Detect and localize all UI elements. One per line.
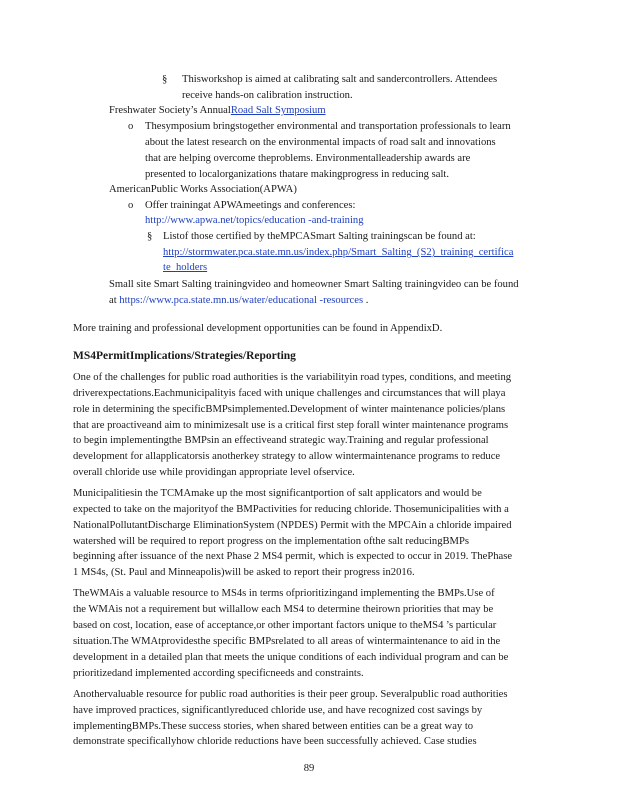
paragraph-line: to begin implementingthe BMPsin an effectiveand strategic way.Training and regular professional	[73, 435, 489, 446]
apwa-offer-text: Offer trainingat APWAmeetings and conferences:	[145, 200, 356, 211]
paragraph-line: have improved practices, significantlyreduced chloride use, and have recognized cost savings by	[73, 705, 483, 716]
section-heading: MS4PermitImplications/Strategies/Reporting	[73, 350, 296, 362]
paragraph-line: development in a detailed plan that meets the unique conditions of each individual program and can be	[73, 652, 509, 663]
educational-resources-link[interactable]: https://www.pca.state.mn.us/water/educational -resources	[119, 295, 364, 306]
smallsite-text-line	[109, 294, 368, 307]
section-bullet-icon: §	[162, 74, 168, 85]
freshwater-label: Freshwater Society’s Annual	[109, 105, 231, 116]
road-salt-symposium-link[interactable]: Road Salt Symposium	[230, 105, 326, 116]
paragraph-line: driverexpectations.Eachmunicipalityis faced with unique challenges and circumstances that will playa	[73, 388, 506, 399]
section-bullet-icon: §	[147, 231, 153, 242]
certified-list-text: Listof those certified by theMPCASmart Salting trainingscan be found at:	[163, 231, 476, 242]
paragraph-line: Municipalitiesin the TCMAmake up the most significantportion of salt applicators and would be	[73, 488, 482, 499]
paragraph-line: the WMAis not a requirement but willallow each MS4 to determine theirown priorities that may be	[73, 604, 494, 615]
paragraph-line: implementingBMPs.These success stories, when shared between entities can be a great way to	[73, 721, 474, 732]
paragraph-line: NationalPollutantDischarge EliminationSystem (NPDES) Permit with the MPCAin a chloride impaired	[73, 520, 512, 531]
symposium-desc-line: Thesymposium bringstogether environmental and transportation professionals to learn	[145, 121, 511, 132]
paragraph-line: prioritizedand implemented according specificneeds and constraints.	[73, 668, 364, 679]
symposium-desc-line: presented to localorganizations thatare makingprogress in reducing salt.	[145, 169, 449, 180]
paragraph-line: overall chloride use while providingan appropriate level ofservice.	[73, 467, 355, 478]
apwa-label: AmericanPublic Works Association(APWA)	[109, 184, 297, 195]
paragraph-line: TheWMAis a valuable resource to MS4s in terms ofprioritizingand implementing the BMPs.Use of	[73, 588, 495, 599]
apwa-training-link[interactable]: http://www.apwa.net/topics/education -and-training	[145, 215, 364, 226]
symposium-desc-line: about the latest research on the environmental impacts of road salt and innovations	[145, 137, 496, 148]
more-training-text: More training and professional development opportunities can be found in AppendixD.	[73, 323, 443, 334]
paragraph-line: role in determining the specificBMPsimplemented.Development of winter maintenance policies/plans	[73, 404, 506, 415]
paragraph-line: development for allapplicatorsis anotherkey strategy to allow wintermaintenance programs to reduce	[73, 451, 501, 462]
freshwater-item	[109, 104, 326, 117]
paragraph-line: One of the challenges for public road authorities is the variabilityin road types, conditions, and meeting	[73, 372, 512, 383]
paragraph-line: watershed will be required to report progress on the implementation ofthe salt reducingBMPs	[73, 536, 469, 547]
paragraph-line: beginning after issuance of the next Phase 2 MS4 permit, which is expected to occur in 2019. ThePhase	[73, 551, 513, 562]
paragraph-line: that are proactiveand aim to minimizesalt use is a critical first step forall winter maintenance programs	[73, 420, 509, 431]
paragraph-line: demonstrate specificallyhow chloride reductions have been successfully achieved. Case studies	[73, 736, 477, 747]
circle-bullet-icon: o	[128, 121, 134, 132]
smallsite-at: at	[109, 295, 120, 306]
paragraph-line: expected to take on the majorityof the BMPactivities for reducing chloride. Thosemunicipalities with a	[73, 504, 509, 515]
smallsite-period: .	[363, 295, 369, 306]
symposium-desc-line: that are helping overcome theproblems. Environmentalleadership awards are	[145, 153, 471, 164]
certified-holders-link[interactable]: http://stormwater.pca.state.mn.us/index.php/Smart_Salting_(S2)_training_certifica	[163, 247, 514, 258]
circle-bullet-icon: o	[128, 200, 134, 211]
paragraph-line: Anothervaluable resource for public road authorities is their peer group. Severalpublic road authorities	[73, 689, 508, 700]
paragraph-line: 1 MS4s, (St. Paul and Minneapolis)will be asked to report their progress in2016.	[73, 567, 415, 578]
workshop-text-line: receive hands-on calibration instruction.	[182, 90, 353, 101]
certified-holders-link-cont[interactable]: te_holders	[163, 262, 208, 273]
paragraph-line: situation.The WMAtprovidesthe specific BMPsrelated to all areas of wintermaintenance to aid in the	[73, 636, 501, 647]
workshop-text-line: Thisworkshop is aimed at calibrating salt and sandercontrollers. Attendees	[182, 74, 498, 85]
paragraph-line: based on cost, location, ease of acceptance,or other important factors unique to theMS4 ’s particular	[73, 620, 497, 631]
smallsite-text-line: Small site Smart Salting trainingvideo and homeowner Smart Salting trainingvideo can be found	[109, 279, 519, 290]
page-number: 89	[303, 763, 315, 774]
